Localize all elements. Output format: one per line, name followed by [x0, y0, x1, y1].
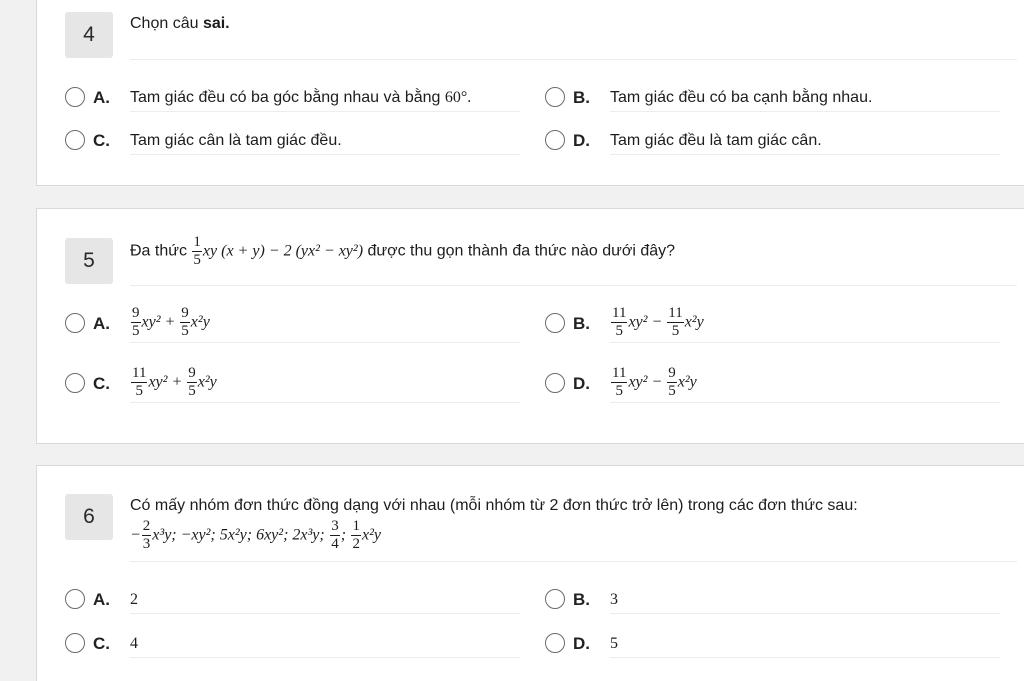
radio-button[interactable]	[545, 87, 565, 107]
radio-button[interactable]	[65, 589, 85, 609]
question-stem	[130, 494, 1017, 553]
fraction: $\frac{9}{5}$	[181, 305, 189, 339]
fraction: $\frac{2}{3}$	[142, 518, 151, 552]
radio-button[interactable]	[65, 87, 85, 107]
option-text: Tam giác đều có ba cạnh bằng nhau.	[610, 88, 1000, 112]
option-math: 60°.	[444, 89, 472, 106]
option-text: $\frac{9}{5}$ xy² + $\frac{9}{5}$ x²y	[130, 305, 520, 343]
radio-button[interactable]	[65, 313, 85, 333]
fraction: $\frac{11}{5}$	[612, 365, 627, 399]
option-text: $\frac{11}{5}$ xy² − $\frac{11}{5}$ x²y	[610, 305, 1000, 343]
option-letter: A.	[93, 88, 110, 107]
radio-button[interactable]	[545, 373, 565, 393]
divider	[130, 561, 1017, 562]
option-text: $\frac{11}{5}$ xy² + $\frac{9}{5}$ x²y	[130, 365, 520, 403]
stem-text-suffix: được thu gọn thành đa thức nào dưới đây?	[367, 242, 676, 260]
option-letter: A.	[93, 314, 110, 333]
question-number: 6	[65, 494, 113, 540]
question-stem	[130, 12, 1017, 36]
fraction: $\frac{3}{4}$	[331, 518, 339, 552]
fraction	[192, 234, 202, 269]
denominator: 5	[193, 252, 201, 268]
option-letter: D.	[573, 131, 590, 150]
fraction: $\frac{9}{5}$	[188, 365, 196, 399]
option-text: 2	[130, 590, 520, 614]
radio-button[interactable]	[65, 633, 85, 653]
radio-button[interactable]	[65, 130, 85, 150]
fraction: $\frac{11}{5}$	[668, 305, 683, 339]
option-letter: B.	[573, 590, 590, 609]
question-card-4	[36, 0, 1024, 186]
question-stem	[130, 234, 1017, 269]
question-number: 5	[65, 238, 113, 284]
option-label: Tam giác đều có ba góc bằng nhau và bằng	[130, 89, 441, 106]
stem-text: Chọn câu	[130, 15, 203, 32]
option-text: Tam giác đều là tam giác cân.	[610, 131, 1000, 155]
option-letter: D.	[573, 374, 590, 393]
radio-button[interactable]	[545, 313, 565, 333]
option-letter: A.	[93, 590, 110, 609]
option-text: 5	[610, 634, 1000, 658]
fraction: $\frac{11}{5}$	[132, 365, 147, 399]
divider	[130, 285, 1017, 286]
option-text: $\frac{11}{5}$ xy² − $\frac{9}{5}$ x²y	[610, 365, 1000, 403]
radio-button[interactable]	[545, 589, 565, 609]
option-letter: C.	[93, 131, 110, 150]
option-letter: D.	[573, 634, 590, 653]
option-text: Tam giác cân là tam giác đều.	[130, 131, 520, 155]
option-text	[130, 88, 520, 112]
option-text: 3	[610, 590, 1000, 614]
fraction: $\frac{1}{2}$	[352, 518, 360, 552]
option-text: 4	[130, 634, 520, 658]
fraction: $\frac{11}{5}$	[612, 305, 627, 339]
stem-text: Đa thức	[130, 242, 187, 260]
option-letter: C.	[93, 634, 110, 653]
stem-math: xy (x + y) − 2 (yx² − xy²)	[202, 242, 364, 260]
divider	[130, 59, 1017, 60]
stem-math: − $\frac{2}{3}$ x³y; −xy²; 5x²y; 6xy²; 2x³y; $\frac{3}{4}$ ; $\frac{1}{2}$ x²y	[130, 518, 381, 552]
radio-button[interactable]	[545, 633, 565, 653]
option-letter: C.	[93, 374, 110, 393]
question-card-5	[36, 208, 1024, 444]
radio-button[interactable]	[545, 130, 565, 150]
fraction: $\frac{9}{5}$	[132, 305, 140, 339]
radio-button[interactable]	[65, 373, 85, 393]
stem-text: Có mấy nhóm đơn thức đồng dạng với nhau (mỗi nhóm từ 2 đơn thức trở lên) trong các đơn thức sau:	[130, 497, 858, 514]
option-letter: B.	[573, 314, 590, 333]
option-letter: B.	[573, 88, 590, 107]
question-card-6	[36, 465, 1024, 681]
fraction: $\frac{9}{5}$	[668, 365, 676, 399]
stem-emphasis: sai.	[202, 15, 230, 32]
question-number: 4	[65, 12, 113, 58]
numerator: 1	[193, 234, 201, 250]
